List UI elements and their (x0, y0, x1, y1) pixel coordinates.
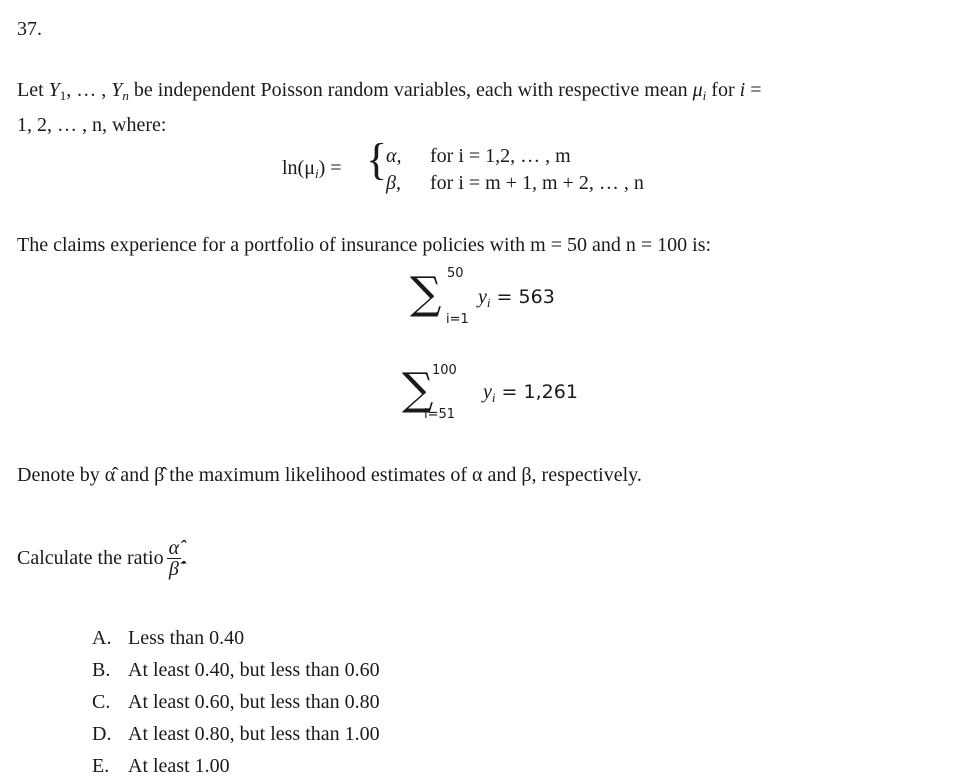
question-number: 37. (17, 18, 42, 40)
intro-line-1: Let $Y_1$, … , $Y_n$ be independent Poisson random variables, each with respective mean $\mu_i$ for i = (17, 79, 762, 103)
sum-2-upper: 100 (432, 363, 457, 378)
option-a[interactable]: A. Less than 0.40 (92, 627, 245, 649)
denote-text: Denote by α̂ and β̂ the maximum likelihood estimates of α and β, respectively. (17, 464, 642, 486)
sum-1-sigma: ∑ (410, 268, 442, 319)
ratio-fraction: $\frac{\alphâ}{\betâ}$ (168, 536, 180, 580)
sum-1-upper: 50 (447, 266, 464, 281)
case-1-var: α, (386, 145, 402, 167)
case-2-text: for i = m + 1, m + 2, … , n (430, 172, 644, 194)
claims-text: The claims experience for a portfolio of insurance policies with m = 50 and n = 100 is: (17, 234, 712, 256)
piecewise-brace: { (366, 135, 388, 184)
sum-2-equation: $y_i = 1,261$ (483, 381, 578, 405)
option-b[interactable]: B. At least 0.40, but less than 0.60 (92, 659, 380, 681)
option-d[interactable]: D. At least 0.80, but less than 1.00 (92, 723, 380, 745)
sum-2-lower: i=51 (424, 407, 456, 422)
case-2-var: β, (386, 172, 401, 194)
option-e[interactable]: E. At least 1.00 (92, 755, 230, 777)
case-1-text: for i = 1,2, … , m (430, 145, 571, 167)
sum-2-sigma: ∑ (402, 364, 434, 415)
intro-line-2: 1, 2, … , n, where: (17, 114, 167, 136)
calculate-line: Calculate the ratio $\frac{\alphâ}{\betâ}$ . (17, 536, 187, 580)
sum-1-equation: $y_i = 563$ (478, 286, 555, 310)
piecewise-lhs: $\ln(\mu_i)$ = (282, 157, 342, 181)
sum-1-lower: i=1 (446, 312, 469, 327)
option-c[interactable]: C. At least 0.60, but less than 0.80 (92, 691, 380, 713)
